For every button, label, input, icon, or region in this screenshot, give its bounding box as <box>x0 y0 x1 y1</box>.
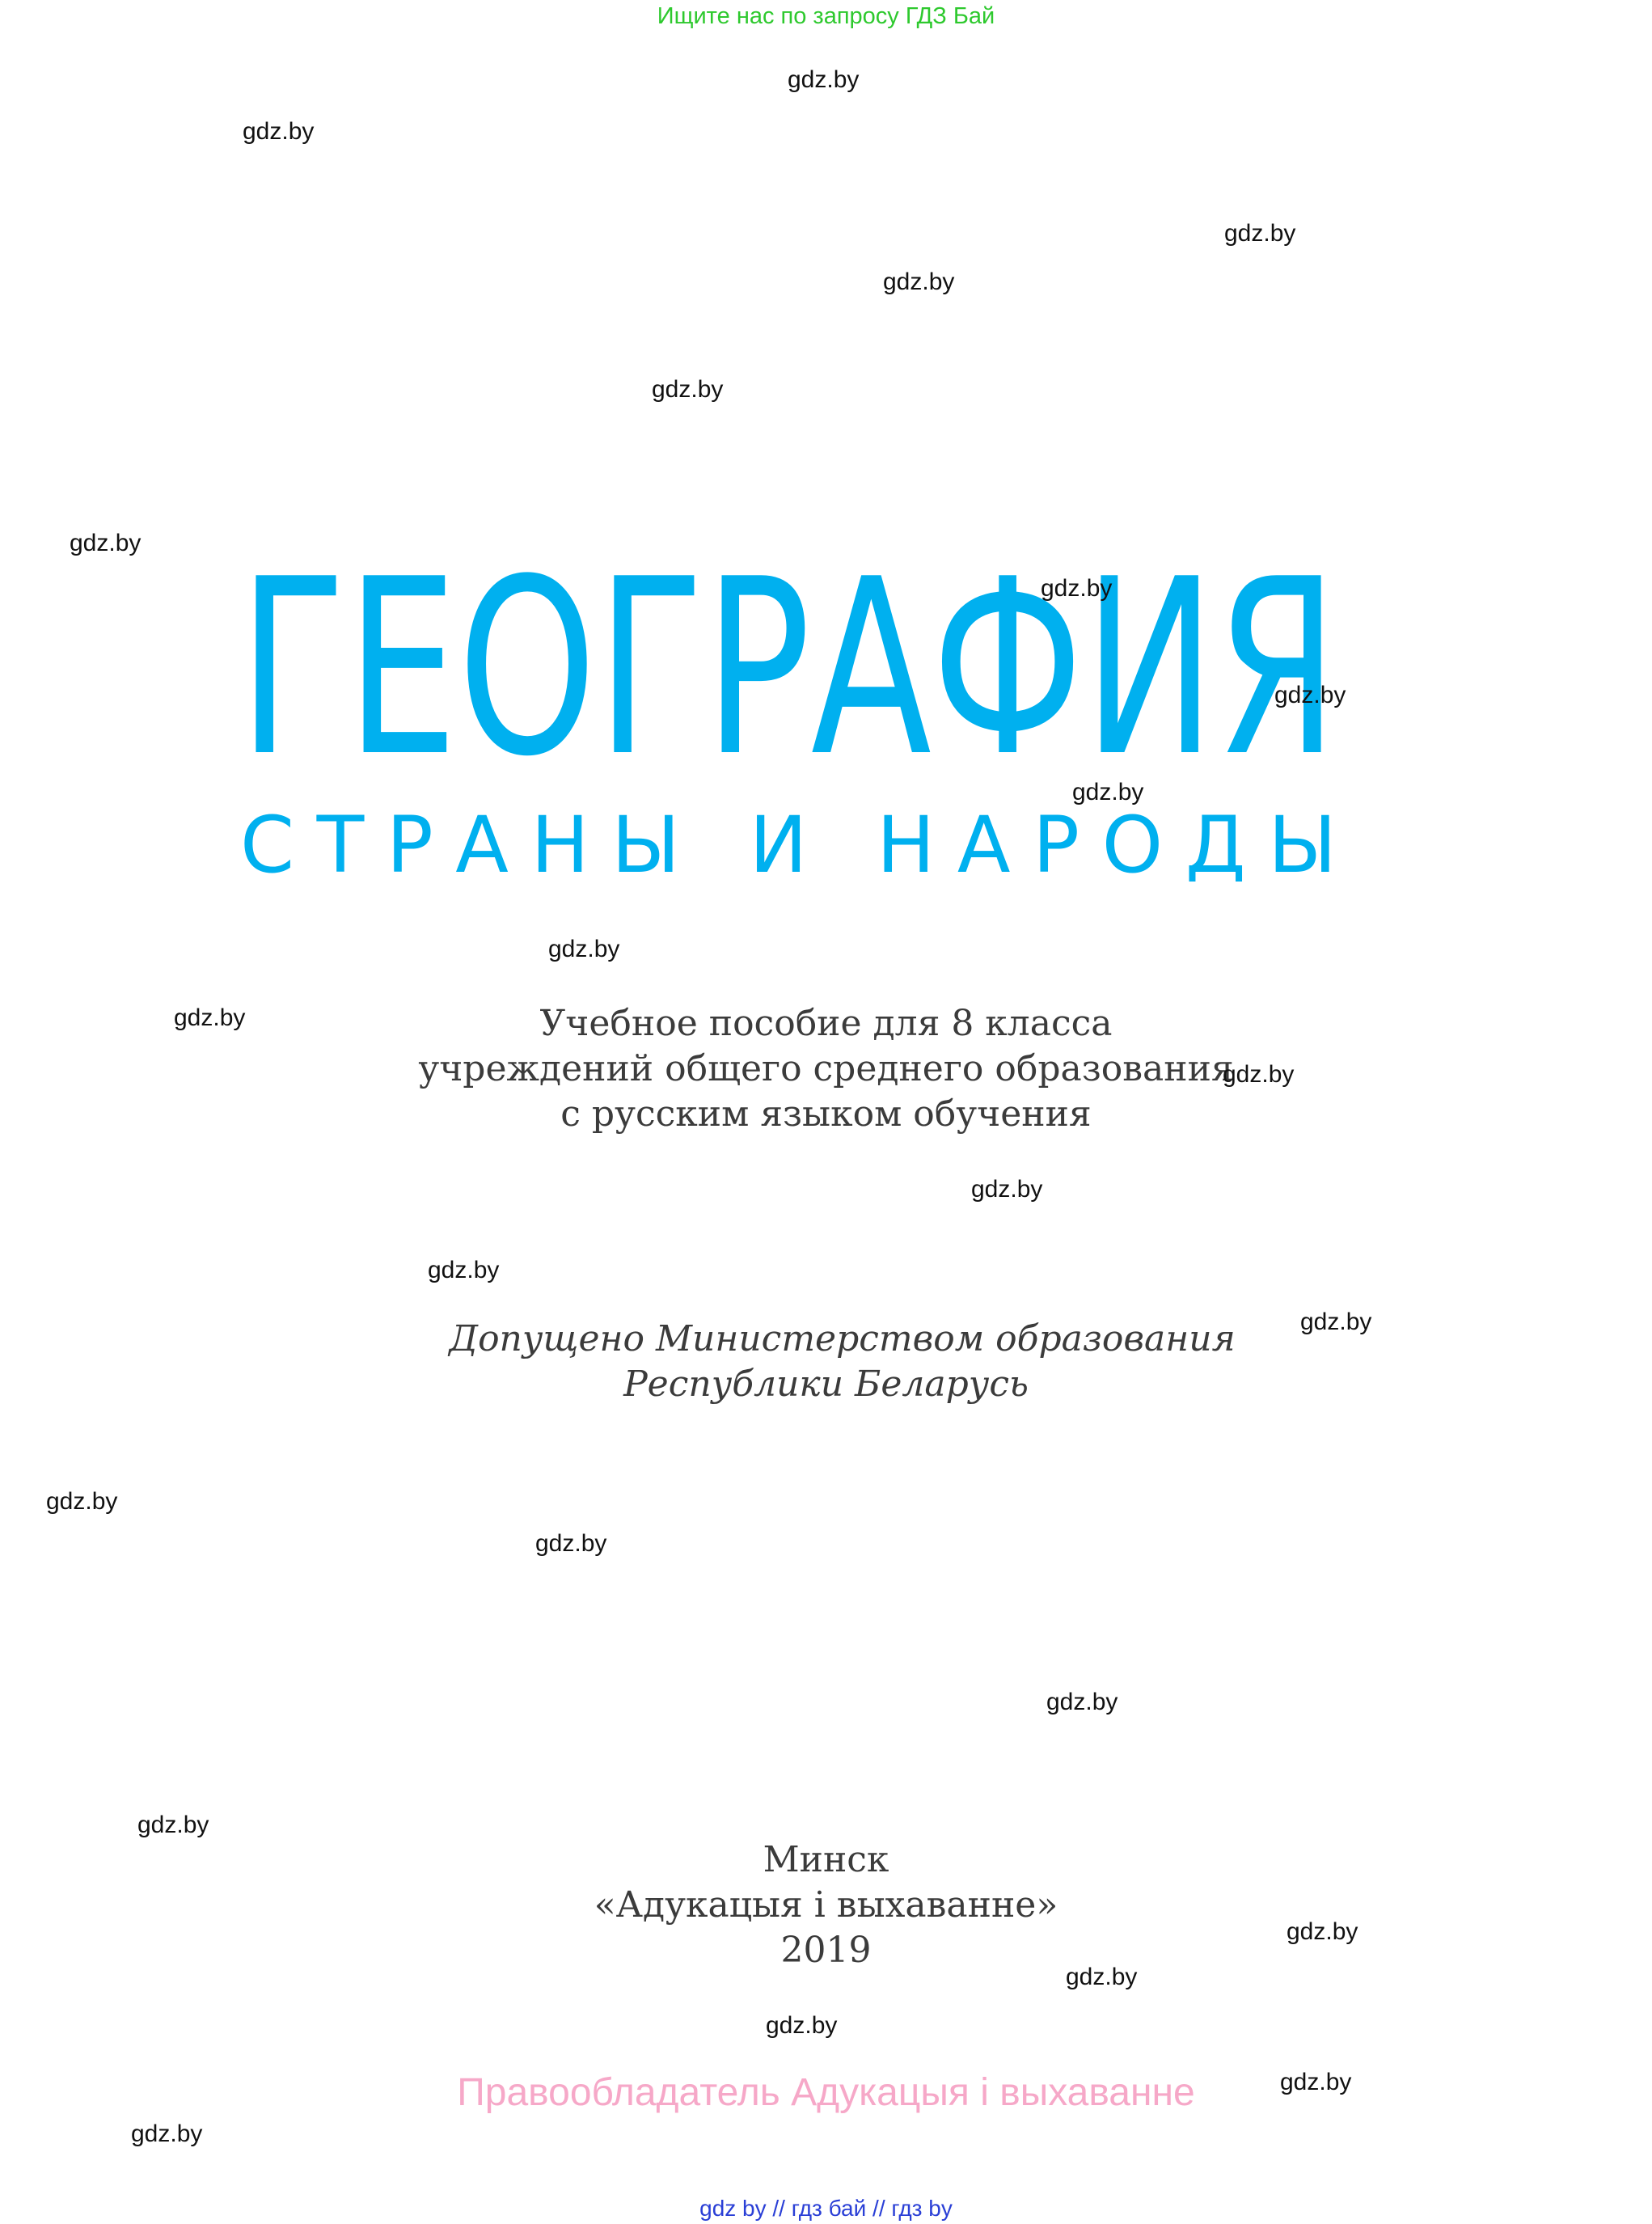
watermark: gdz.by <box>1072 779 1144 805</box>
book-subtitle-graphic <box>240 801 1337 882</box>
watermark: gdz.by <box>971 1176 1043 1203</box>
watermark: gdz.by <box>1046 1689 1118 1715</box>
watermark: gdz.by <box>766 2012 838 2039</box>
book-title-graphic <box>239 485 1338 760</box>
watermark: gdz.by <box>1066 1964 1138 1990</box>
publication-imprint <box>0 1837 1652 1973</box>
watermark: gdz.by <box>1274 682 1346 708</box>
watermark: gdz.by <box>174 1004 246 1031</box>
watermark: gdz.by <box>70 530 142 556</box>
watermark: gdz.by <box>1041 575 1113 602</box>
book-subtitle: СТРАНЫ И НАРОДЫ <box>240 801 1337 882</box>
watermark: gdz.by <box>1280 2069 1352 2095</box>
description-line: Учебное пособие для 8 класса <box>539 1003 1113 1044</box>
watermark: gdz.by <box>788 66 860 93</box>
watermark: gdz.by <box>548 936 620 962</box>
watermark: gdz.by <box>535 1530 607 1557</box>
ministry-approval <box>0 1317 1652 1407</box>
watermark: gdz.by <box>428 1257 500 1283</box>
watermark: gdz.by <box>1300 1309 1372 1335</box>
description-line: с русским языком обучения <box>560 1093 1092 1135</box>
footer-links[interactable]: gdz by // гдз бай // гдз by <box>699 2196 953 2221</box>
watermark: gdz.by <box>131 2120 203 2147</box>
watermark: gdz.by <box>652 376 724 403</box>
watermark: gdz.by <box>1223 1061 1295 1088</box>
book-description <box>0 1001 1652 1137</box>
approval-line: Республики Беларусь <box>623 1364 1029 1405</box>
watermark: gdz.by <box>883 268 955 295</box>
watermark: gdz.by <box>243 118 315 145</box>
publication-city: Минск <box>763 1839 889 1880</box>
description-line: учреждений общего среднего образования <box>418 1048 1234 1089</box>
rights-holder-notice: Правообладатель Адукацыя і выхаванне <box>457 2071 1195 2114</box>
search-hint-banner: Ищите нас по запросу ГДЗ Бай <box>657 3 995 29</box>
watermark: gdz.by <box>137 1812 209 1838</box>
book-title-svg <box>239 485 1338 760</box>
watermark: gdz.by <box>1287 1918 1358 1945</box>
watermark: gdz.by <box>46 1488 118 1515</box>
publisher-name: «Адукацыя і выхаванне» <box>594 1884 1058 1926</box>
watermark: gdz.by <box>1224 220 1296 247</box>
publication-year: 2019 <box>780 1930 872 1971</box>
book-subtitle-svg <box>240 801 1337 882</box>
book-title: ГЕОГРАФИЯ <box>239 527 1338 760</box>
approval-line: Допущено Министерством образования <box>449 1318 1236 1359</box>
